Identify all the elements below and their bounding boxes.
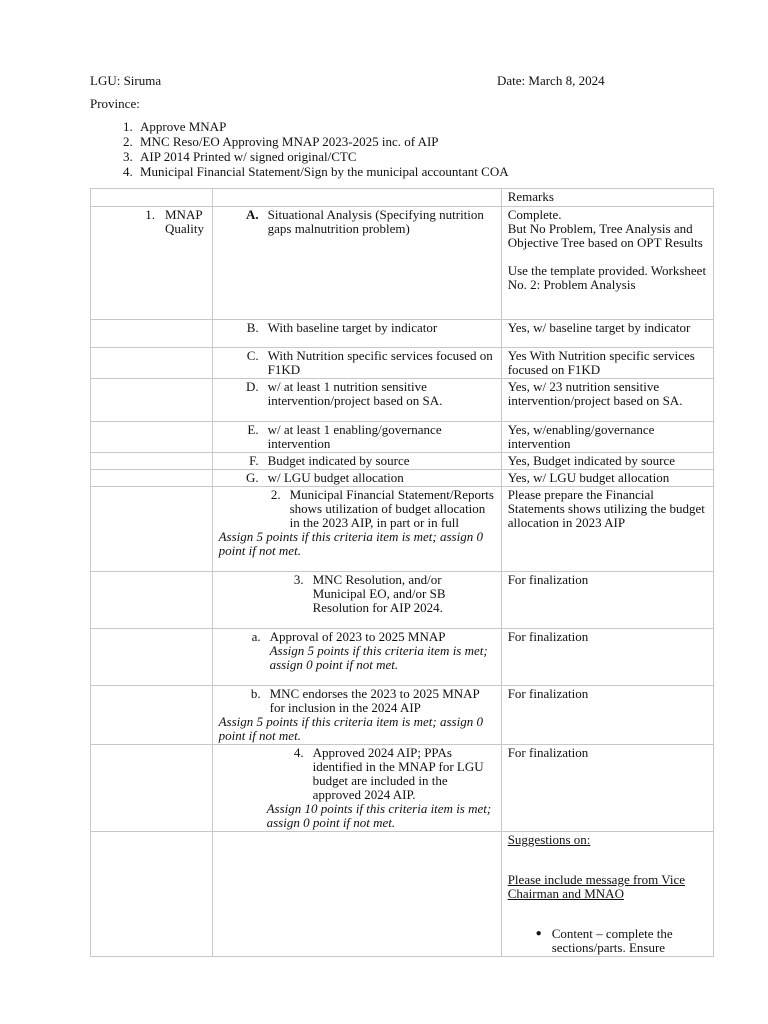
criterion-letter: G. xyxy=(245,470,259,485)
remark-cell: Yes, w/ 23 nutrition sensitive intervention/project based on SA. xyxy=(501,379,713,422)
remark-cell: Yes, w/enabling/governance intervention xyxy=(501,422,713,453)
criterion-text: w/ at least 1 nutrition sensitive intervention/project based on SA. xyxy=(267,379,443,408)
item-number: 4. xyxy=(293,745,304,760)
table-row xyxy=(91,453,714,470)
date-label: Date: March 8, 2024 xyxy=(497,73,605,88)
scoring-note: Assign 5 points if this criteria item is met; assign 0 point if not met. xyxy=(269,643,488,672)
criterion-letter: B. xyxy=(246,320,259,335)
item-number: 2. xyxy=(270,487,281,502)
suggestions-cell xyxy=(501,832,713,957)
item-text: MNC endorses the 2023 to 2025 MNAP for inclusion in the 2024 AIP xyxy=(269,686,480,715)
table-row xyxy=(91,745,714,832)
item-text: Municipal Financial Statement/Reports shows utilization of budget allocation in the 2023 AIP, in part or in full xyxy=(289,487,494,530)
requirements-list xyxy=(90,119,509,179)
remark-cell: Yes, w/ LGU budget allocation xyxy=(501,470,713,487)
item-text: Approved 2024 AIP; PPAs identified in the MNAP for LGU budget are included in the approved 2024 AIP. xyxy=(312,745,484,802)
criterion-text: With Nutrition specific services focused on F1KD xyxy=(267,348,493,377)
remark-cell: For finalization xyxy=(501,686,713,745)
remark-cell: Please prepare the Financial Statements shows utilizing the budget allocation in 2023 AIP xyxy=(501,487,713,572)
criterion-text: w/ at least 1 enabling/governance intervention xyxy=(267,422,442,451)
table-row xyxy=(91,832,714,957)
table-row xyxy=(91,379,714,422)
table-row xyxy=(91,572,714,629)
item-text: MNC Resolution, and/or Municipal EO, and/or SB Resolution for AIP 2024. xyxy=(312,572,446,615)
criterion-text: Budget indicated by source xyxy=(267,453,410,468)
suggestions-message: Please include message from Vice Chairman and MNAO xyxy=(507,872,686,901)
item-number: a. xyxy=(251,629,261,644)
criterion-letter: E. xyxy=(247,422,259,437)
criterion-letter: F. xyxy=(249,453,259,468)
table-row xyxy=(91,422,714,453)
criterion-text: With baseline target by indicator xyxy=(267,320,438,335)
requirement-item: 4. Municipal Financial Statement/Sign by the municipal accountant COA xyxy=(136,164,509,179)
section-label: MNAP Quality xyxy=(165,207,204,236)
table-row xyxy=(91,207,714,320)
table-row xyxy=(91,629,714,686)
table-row xyxy=(91,348,714,379)
table-row xyxy=(91,686,714,745)
remark-cell: Yes, w/ baseline target by indicator xyxy=(501,320,713,348)
evaluation-table xyxy=(90,188,714,957)
table-row xyxy=(91,470,714,487)
section-number: 1. xyxy=(145,207,155,222)
item-number: 3. xyxy=(293,572,304,587)
criterion-text: w/ LGU budget allocation xyxy=(267,470,404,485)
requirement-item: 3. AIP 2014 Printed w/ signed original/CTC xyxy=(136,149,509,164)
remark-cell: Yes, Budget indicated by source xyxy=(501,453,713,470)
criterion-letter: A. xyxy=(245,207,259,222)
province-label: Province: xyxy=(90,96,140,111)
remark-cell: For finalization xyxy=(501,745,713,832)
suggestions-title: Suggestions on: xyxy=(507,832,591,847)
suggestion-bullet: Content – complete the sections/parts. Ensure xyxy=(551,926,673,955)
remark-cell: Complete. But No Problem, Tree Analysis and Objective Tree based on OPT Results Use the template provided. Worksheet No. 2: Problem Analysis xyxy=(501,207,713,320)
table-row xyxy=(91,320,714,348)
scoring-note: Assign 10 points if this criteria item is met; assign 0 point if not met. xyxy=(266,801,492,830)
requirement-item: 1. Approve MNAP xyxy=(136,119,509,134)
remark-cell: For finalization xyxy=(501,629,713,686)
lgu-label: LGU: Siruma xyxy=(90,73,162,88)
table-header-row xyxy=(91,189,714,207)
criterion-text: Situational Analysis (Specifying nutrition gaps malnutrition problem) xyxy=(267,207,484,236)
criterion-letter: C. xyxy=(246,348,259,363)
remark-cell: For finalization xyxy=(501,572,713,629)
remark-cell: Yes With Nutrition specific services focused on F1KD xyxy=(501,348,713,379)
requirement-item: 2. MNC Reso/EO Approving MNAP 2023-2025 inc. of AIP xyxy=(136,134,509,149)
table-row xyxy=(91,487,714,572)
criterion-letter: D. xyxy=(245,379,259,394)
scoring-note: Assign 5 points if this criteria item is met; assign 0 point if not met. xyxy=(218,714,483,743)
item-number: b. xyxy=(250,686,261,701)
bullet-icon: ● xyxy=(535,928,542,939)
item-text: Approval of 2023 to 2025 MNAP xyxy=(269,629,446,644)
scoring-note: Assign 5 points if this criteria item is met; assign 0 point if not met. xyxy=(218,529,483,558)
remarks-header: Remarks xyxy=(501,189,713,207)
